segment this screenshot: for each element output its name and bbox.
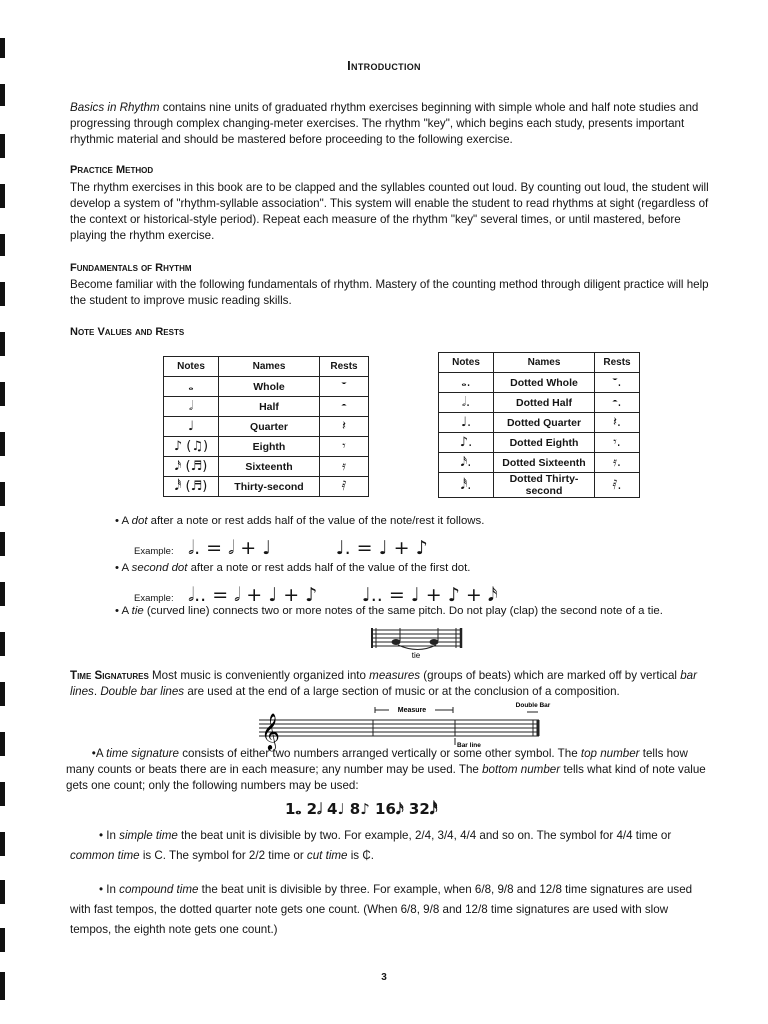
note-name-cell: Dotted Sixteenth: [494, 453, 595, 473]
binding-spine-mark: [0, 832, 5, 856]
second-dot-text: after a note or rest adds half of the value of the first dot.: [187, 562, 471, 574]
second-dot-example-2: ♩.. = ♩ + ♪ + 𝅘𝅥𝅯: [361, 584, 498, 606]
rest-symbol-cell: 𝅀.: [595, 473, 640, 498]
book-title: Basics in Rhythm: [70, 101, 160, 114]
binding-spine-mark: [0, 134, 5, 158]
term-simple-time: simple time: [119, 829, 178, 842]
binding-spine-mark: [0, 732, 5, 756]
page-number: 3: [381, 972, 387, 983]
dot-term: dot: [131, 515, 148, 527]
tie-text: (curved line) connects two or more notes of the same pitch. Do not play (clap) the second note of a tie.: [143, 605, 663, 617]
binding-spine-mark: [0, 532, 5, 556]
note-name-cell: Dotted Half: [494, 393, 595, 413]
practice-heading: Practice Method: [70, 164, 154, 176]
note-symbol-cell: ♪ (♫): [164, 437, 219, 457]
dot-example-2: ♩. = ♩ + ♪: [335, 537, 428, 559]
table-row: [439, 473, 640, 498]
note-name-cell: Half: [219, 397, 320, 417]
time-signature-definition: •A time signature consists of either two numbers arranged vertically or some other symbol. The top number tells how many counts or beats there are in each measure; any number may be used. The bottom number tells what kind of note value gets one count; only the following numbers may be used:: [66, 747, 706, 792]
rest-symbol-cell: 𝄾.: [595, 433, 640, 453]
ts-text-3: .: [93, 685, 101, 698]
simple-text-3: is ₵.: [347, 849, 374, 862]
treble-clef-icon: 𝄞: [261, 712, 280, 750]
binding-spine-mark: [0, 234, 5, 256]
table-header-notes: Notes: [164, 357, 219, 377]
note-symbol-cell: 𝅘𝅥𝅯 (♬): [164, 457, 219, 477]
note-symbol-cell: ♩: [164, 417, 219, 437]
rest-symbol-cell: 𝄽: [320, 417, 369, 437]
note-values-right-body: [439, 373, 640, 498]
note-name-cell: Whole: [219, 377, 320, 397]
binding-spine-mark: [0, 632, 5, 656]
ts-text-2: (groups of beats) which are marked off by vertical: [420, 669, 681, 682]
rest-symbol-cell: 𝄼.: [595, 393, 640, 413]
term-bar-lines: bar lines: [70, 669, 697, 698]
fundamentals-heading: Fundamentals of Rhythm: [70, 262, 192, 274]
note-name-cell: Thirty-second: [219, 477, 320, 497]
fundamentals-paragraph: Become familiar with the following fundamentals of rhythm. Mastery of the counting method through diligent practice will help the student to improve music reading skills.: [70, 278, 709, 307]
binding-spine-mark: [0, 482, 5, 506]
ts-def-3: tells what kind of note value gets one count; only the following numbers may be used:: [66, 763, 706, 792]
note-symbol-cell: 𝅗𝅥: [164, 397, 219, 417]
rest-symbol-cell: 𝄼: [320, 397, 369, 417]
term-cut-time: cut time: [306, 849, 348, 862]
note-name-cell: Quarter: [219, 417, 320, 437]
note-symbol-cell: ♩.: [439, 413, 494, 433]
term-double-bar-lines: Double bar lines: [100, 685, 185, 698]
simple-lead: In: [106, 829, 120, 842]
note-name-cell: Sixteenth: [219, 457, 320, 477]
ts-def-1: consists of either two numbers arranged vertically or some other symbol. The: [178, 747, 581, 760]
ts-def-lead: A: [95, 747, 107, 760]
note-name-cell: Dotted Whole: [494, 373, 595, 393]
table-row: [164, 437, 369, 457]
staff-bar-line-label: Bar line: [457, 742, 481, 749]
binding-spine-mark: [0, 682, 5, 706]
note-symbol-cell: 𝅘𝅥𝅯.: [439, 453, 494, 473]
compound-text: the beat unit is divisible by three. For example, when 6/8, 9/8 and 12/8 time signatures are used with fast tempos, the dotted quarter note gets one count. (When 6/8, 9/8 and 12/8 time signatures are used with slow tempos, the eighth note gets one count.): [70, 883, 693, 936]
term-top-number: top number: [580, 747, 640, 760]
tie-term: tie: [131, 605, 144, 617]
time-signatures-heading: Time Signatures: [70, 669, 149, 682]
table-row: [439, 373, 640, 393]
table-header-notes: Notes: [439, 353, 494, 373]
binding-spine-mark: [0, 880, 5, 904]
note-symbol-cell: 𝅘𝅥𝅰.: [439, 473, 494, 498]
rest-symbol-cell: 𝄾: [320, 437, 369, 457]
ts-text-1: Most music is conveniently organized into: [148, 669, 370, 682]
dot-example-1: 𝅗𝅥. = 𝅗𝅥 + ♩: [188, 537, 272, 559]
time-signatures-paragraph: [70, 668, 720, 700]
rest-symbol-cell: 𝄿.: [595, 453, 640, 473]
simple-text-2: is C. The symbol for 2/2 time or: [139, 849, 307, 862]
rest-symbol-cell: 𝄻: [320, 377, 369, 397]
note-values-heading: Note Values and Rests: [70, 326, 185, 338]
dot-bullet-text: after a note or rest adds half of the value of the note/rest it follows.: [147, 515, 485, 527]
bottom-number-values: 1𝅝 2𝅗𝅥 4♩ 8♪ 16𝅘𝅥𝅯 32𝅘𝅥𝅰: [285, 800, 438, 818]
simple-time-paragraph: • In simple time the beat unit is divisible by two. For example, 2/4, 3/4, 4/4 and so on. The symbol for 4/4 time or common time is C. The symbol for 2/2 time or cut time is ₵.: [70, 829, 672, 862]
term-bottom-number: bottom number: [482, 763, 561, 776]
note-symbol-cell: 𝅗𝅥.: [439, 393, 494, 413]
rest-symbol-cell: 𝄻.: [595, 373, 640, 393]
table-header-names: Names: [494, 353, 595, 373]
table-header-rests: Rests: [595, 353, 640, 373]
staff-double-bar-label: Double Bar: [515, 702, 551, 709]
binding-spine-mark: [0, 382, 5, 406]
dot-bullet: • A dot after a note or rest adds half of the value of the note/rest it follows.: [115, 515, 485, 527]
note-symbol-cell: 𝅝.: [439, 373, 494, 393]
intro-paragraph: [70, 100, 720, 148]
binding-spine-mark: [0, 38, 5, 58]
binding-spine-mark: [0, 432, 5, 456]
note-values-left-body: [164, 377, 369, 497]
intro-text: contains nine units of graduated rhythm exercises beginning with simple whole and half note studies and progressing through complex changing-meter exercises. The rhythm "key", which begins each study, presents important rhythmic material and should be mastered before proceeding to the following exercise.: [70, 101, 699, 146]
rest-symbol-cell: 𝄿: [320, 457, 369, 477]
note-symbol-cell: 𝅘𝅥𝅰 (♬): [164, 477, 219, 497]
note-name-cell: Dotted Quarter: [494, 413, 595, 433]
note-name-cell: Eighth: [219, 437, 320, 457]
note-name-cell: Dotted Eighth: [494, 433, 595, 453]
second-dot-example-row: [134, 584, 498, 606]
note-values-table-right: [438, 352, 640, 498]
ts-def-2: tells how many counts or beats there are in each measure; any number may be used. The: [66, 747, 688, 776]
second-dot-bullet: • A second dot after a note or rest adds half of the value of the first dot.: [115, 562, 471, 574]
table-row: [439, 433, 640, 453]
second-dot-example-1: 𝅗𝅥.. = 𝅗𝅥 + ♩ + ♪: [188, 584, 318, 606]
note-symbol-cell: 𝅝: [164, 377, 219, 397]
table-header-row: [439, 353, 640, 373]
example-label: Example:: [134, 546, 174, 557]
tie-staff-illustration: [368, 624, 468, 660]
table-row: [439, 393, 640, 413]
table-row: [439, 453, 640, 473]
term-measures: measures: [369, 669, 421, 682]
table-row: [164, 477, 369, 497]
term-compound-time: compound time: [119, 883, 199, 896]
tie-bullet: • A tie (curved line) connects two or more notes of the same pitch. Do not play (clap) the second note of a tie.: [115, 605, 663, 617]
binding-spine-mark: [0, 84, 5, 106]
dot-example-row: [134, 537, 428, 559]
binding-spine-mark: [0, 928, 5, 952]
simple-text-1: the beat unit is divisible by two. For example, 2/4, 3/4, 4/4 and so on. The symbol for 4/4 time or: [177, 829, 672, 842]
table-header-names: Names: [219, 357, 320, 377]
table-row: [164, 457, 369, 477]
staff-measure-label: Measure: [397, 707, 427, 714]
term-time-signature: time signature: [106, 747, 179, 760]
table-row: [164, 397, 369, 417]
table-header-rests: Rests: [320, 357, 369, 377]
example-label: Example:: [134, 593, 174, 604]
term-common-time: common time: [70, 849, 140, 862]
note-values-table-left: [163, 356, 369, 497]
note-symbol-cell: ♪.: [439, 433, 494, 453]
tie-lead: A: [121, 605, 132, 617]
binding-spine-mark: [0, 184, 5, 208]
table-row: [164, 417, 369, 437]
binding-spine-mark: [0, 582, 5, 606]
practice-paragraph: The rhythm exercises in this book are to be clapped and the syllables counted out loud. By counting out loud, the student will develop a system of "rhythm-syllable association". This system will enable the student to read rhythms at sight (regardless of the context or historical-style period). Repeat each measure of the rhythm "key" several times, or until mastered, before playing the rhythm exercise.: [70, 181, 709, 242]
binding-spine-mark: [0, 282, 5, 306]
page-title: Introduction: [347, 58, 421, 73]
compound-time-paragraph: • In compound time the beat unit is divisible by three. For example, when 6/8, 9/8 and 12/8 time signatures are used with fast tempos, the dotted quarter note gets one count. (When 6/8, 9/8 and 12/8 time signatures are used with slow tempos, the eighth note gets one count.): [70, 883, 693, 936]
compound-lead: In: [106, 883, 120, 896]
second-dot-term: second dot: [131, 562, 188, 574]
rest-symbol-cell: 𝅀: [320, 477, 369, 497]
second-dot-lead: A: [121, 562, 132, 574]
table-row: [164, 377, 369, 397]
dot-bullet-lead: A: [121, 515, 132, 527]
binding-spine-mark: [0, 782, 5, 806]
table-row: [439, 413, 640, 433]
rest-symbol-cell: 𝄽.: [595, 413, 640, 433]
ts-text-4: are used at the end of a large section of music or at the conclusion of a composition.: [184, 685, 620, 698]
tie-label: tie: [411, 651, 421, 660]
staff-illustration: [255, 698, 551, 750]
binding-spine-mark: [0, 332, 5, 356]
table-header-row: [164, 357, 369, 377]
note-name-cell: Dotted Thirty-second: [494, 473, 595, 498]
